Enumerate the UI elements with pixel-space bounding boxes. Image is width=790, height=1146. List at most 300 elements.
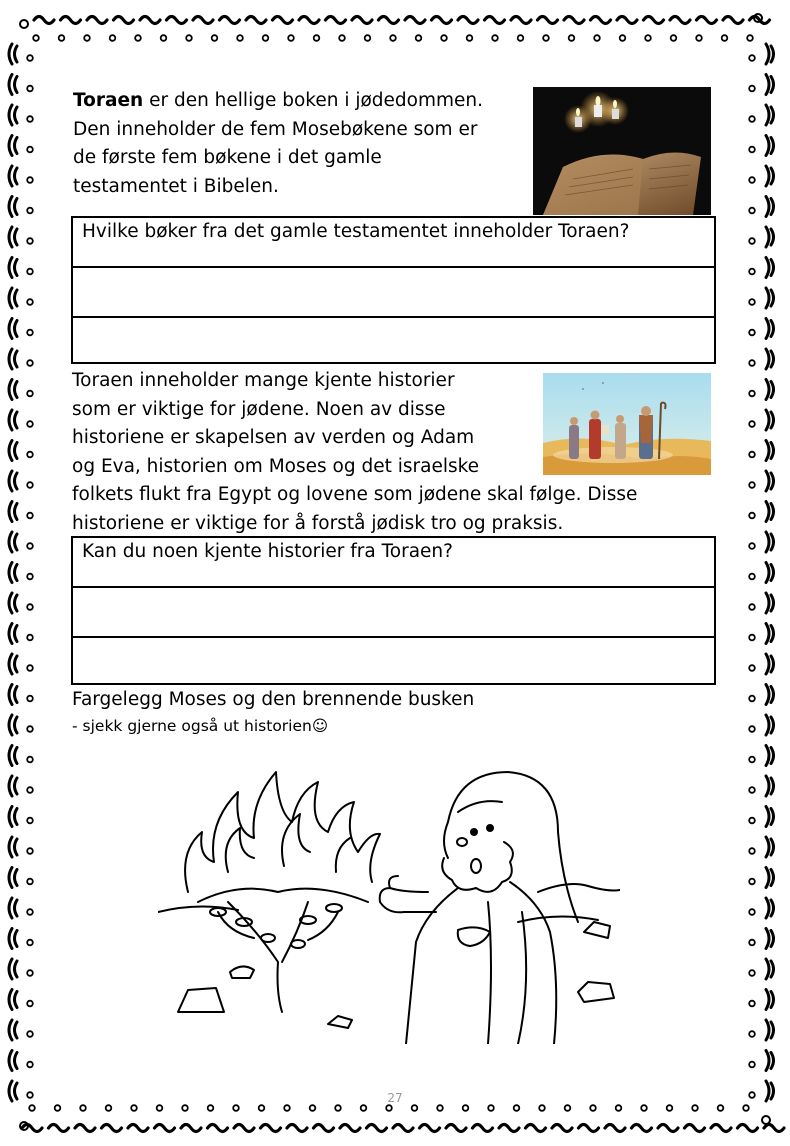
border-dot — [696, 35, 702, 41]
border-dot — [743, 1105, 749, 1111]
border-paren — [9, 471, 12, 491]
border-dot — [749, 177, 755, 183]
border-tilde — [367, 1125, 387, 1132]
border-paren — [771, 107, 774, 123]
border-dot — [692, 1105, 698, 1111]
border-paren — [771, 229, 774, 245]
border-dot — [416, 35, 422, 41]
border-paren — [771, 168, 774, 184]
border-paren — [766, 868, 769, 888]
border-dot — [749, 757, 755, 763]
border-paren — [15, 839, 18, 855]
border-dot — [27, 1062, 33, 1068]
border-dot — [749, 604, 755, 610]
intro-line-1: er den hellige boken i jødedommen. — [143, 90, 484, 111]
border-paren — [771, 748, 774, 764]
border-paren — [15, 199, 18, 215]
answer-line[interactable] — [73, 318, 714, 362]
torah-candles-photo — [533, 87, 711, 215]
border-dot — [441, 35, 447, 41]
border-paren — [771, 961, 774, 977]
exodus-illustration — [543, 373, 711, 475]
border-paren — [9, 319, 12, 339]
border-dot — [284, 1105, 290, 1111]
border-dot — [667, 1105, 673, 1111]
border-dot — [27, 909, 33, 915]
border-paren — [771, 870, 774, 886]
border-paren — [771, 534, 774, 550]
border-tilde — [617, 17, 637, 24]
border-paren — [9, 258, 12, 278]
border-dot — [749, 970, 755, 976]
border-dot — [186, 35, 192, 41]
border-tilde — [314, 1125, 334, 1132]
border-paren — [15, 412, 18, 428]
intro-bold-word: Toraen — [73, 90, 144, 111]
border-paren — [766, 898, 769, 918]
border-paren — [766, 319, 769, 339]
border-tilde — [155, 1125, 175, 1132]
border-tilde — [511, 17, 531, 24]
border-dot — [27, 269, 33, 275]
stories-line-1: Toraen inneholder mange kjente historier — [72, 370, 455, 391]
stories-line-3: historiene er skapelsen av verden og Adam — [72, 427, 475, 448]
border-paren — [15, 351, 18, 367]
border-dot — [749, 452, 755, 458]
border-paren — [15, 534, 18, 550]
border-tilde — [128, 1125, 148, 1132]
border-dot — [641, 1105, 647, 1111]
border-dot — [620, 35, 626, 41]
border-dot — [27, 208, 33, 214]
border-paren — [9, 715, 12, 735]
border-tilde — [102, 1125, 122, 1132]
border-dot — [749, 635, 755, 641]
border-dot — [335, 1105, 341, 1111]
border-tilde — [405, 17, 425, 24]
border-tilde — [340, 1125, 360, 1132]
border-dot — [27, 421, 33, 427]
border-paren — [15, 717, 18, 733]
border-dot — [55, 1105, 61, 1111]
intro-line-4: testamentet i Bibelen. — [73, 175, 279, 197]
border-paren — [15, 321, 18, 337]
border-tilde — [420, 1125, 440, 1132]
intro-paragraph — [73, 87, 523, 201]
border-dot — [27, 360, 33, 366]
border-paren — [9, 105, 12, 125]
border-paren — [766, 410, 769, 430]
border-tilde — [234, 1125, 254, 1132]
border-dot — [749, 147, 755, 153]
border-dot — [437, 1105, 443, 1111]
border-dot — [27, 513, 33, 519]
border-paren — [15, 778, 18, 794]
border-dot — [29, 1105, 35, 1111]
border-tilde — [564, 17, 584, 24]
question-1-row — [73, 218, 714, 268]
border-paren — [771, 687, 774, 703]
border-paren — [9, 44, 12, 64]
answer-line[interactable] — [73, 588, 714, 638]
border-tilde — [326, 17, 346, 24]
border-dot — [27, 848, 33, 854]
border-dot — [749, 940, 755, 946]
border-paren — [766, 166, 769, 186]
border-paren — [9, 75, 12, 95]
border-paren — [766, 990, 769, 1010]
border-tilde — [552, 1125, 572, 1132]
border-tilde — [299, 17, 319, 24]
border-tilde — [140, 17, 160, 24]
border-tilde — [538, 17, 558, 24]
border-dot — [569, 35, 575, 41]
border-dot — [749, 726, 755, 732]
border-paren — [771, 504, 774, 520]
border-dot — [749, 238, 755, 244]
stories-line-5: folkets flukt fra Egypt og lovene som jødene skal følge. Disse — [72, 484, 638, 505]
question-2-text: Kan du noen kjente historier fra Toraen? — [82, 541, 453, 562]
border-dot — [543, 35, 549, 41]
border-paren — [9, 288, 12, 308]
border-paren — [771, 595, 774, 611]
border-paren — [766, 929, 769, 949]
border-dot — [749, 696, 755, 702]
border-dot — [27, 330, 33, 336]
border-paren — [15, 290, 18, 306]
border-paren — [15, 961, 18, 977]
border-dot — [361, 1105, 367, 1111]
border-dot — [386, 1105, 392, 1111]
border-paren — [771, 290, 774, 306]
border-paren — [9, 502, 12, 522]
border-tilde — [393, 1125, 413, 1132]
border-dot — [671, 35, 677, 41]
border-paren — [9, 227, 12, 247]
border-dot — [645, 35, 651, 41]
border-tilde — [379, 17, 399, 24]
border-paren — [766, 380, 769, 400]
border-dot — [488, 1105, 494, 1111]
border-dot — [467, 35, 473, 41]
border-tilde — [764, 1125, 784, 1132]
border-paren — [9, 654, 12, 674]
border-tilde — [591, 17, 611, 24]
border-paren — [15, 656, 18, 672]
border-paren — [9, 807, 12, 827]
border-paren — [766, 197, 769, 217]
answer-line[interactable] — [73, 638, 714, 683]
border-paren — [9, 380, 12, 400]
border-dot — [749, 909, 755, 915]
border-paren — [15, 229, 18, 245]
border-paren — [15, 595, 18, 611]
border-tilde — [181, 1125, 201, 1132]
border-tilde — [75, 1125, 95, 1132]
coloring-title: Fargelegg Moses og den brennende busken — [72, 689, 475, 710]
intro-line-3: de første fem bøkene i det gamle — [73, 147, 382, 168]
border-dot — [749, 848, 755, 854]
border-tilde — [261, 1125, 281, 1132]
border-dot — [27, 147, 33, 153]
border-paren — [15, 168, 18, 184]
border-dot — [749, 1001, 755, 1007]
border-dot — [27, 177, 33, 183]
border-paren — [771, 138, 774, 154]
border-tilde — [670, 17, 690, 24]
border-dot — [463, 1105, 469, 1111]
border-paren — [9, 685, 12, 705]
border-paren — [771, 778, 774, 794]
border-paren — [771, 473, 774, 489]
border-paren — [766, 75, 769, 95]
question-1-answer-table — [71, 216, 716, 364]
border-paren — [771, 321, 774, 337]
border-tilde — [167, 17, 187, 24]
border-paren — [15, 138, 18, 154]
border-paren — [771, 412, 774, 428]
border-paren — [771, 931, 774, 947]
border-paren — [15, 870, 18, 886]
border-dot — [110, 35, 116, 41]
border-paren — [9, 532, 12, 552]
border-paren — [766, 776, 769, 796]
border-paren — [766, 807, 769, 827]
border-dot — [749, 1031, 755, 1037]
border-dot — [27, 604, 33, 610]
border-tilde — [526, 1125, 546, 1132]
border-paren — [15, 107, 18, 123]
border-tilde — [711, 1125, 731, 1132]
border-dot — [749, 665, 755, 671]
border-paren — [9, 166, 12, 186]
border-paren — [771, 565, 774, 581]
border-paren — [766, 593, 769, 613]
border-tilde — [632, 1125, 652, 1132]
border-dot — [157, 1105, 163, 1111]
border-dot — [594, 35, 600, 41]
border-paren — [9, 776, 12, 796]
border-paren — [15, 992, 18, 1008]
border-dot — [27, 299, 33, 305]
border-tilde — [246, 17, 266, 24]
border-paren — [15, 748, 18, 764]
border-dot — [749, 879, 755, 885]
border-dot — [27, 86, 33, 92]
border-tilde — [723, 17, 743, 24]
border-paren — [9, 1051, 12, 1071]
border-paren — [771, 992, 774, 1008]
border-dot — [27, 879, 33, 885]
border-paren — [771, 717, 774, 733]
border-paren — [766, 471, 769, 491]
stories-line-4: og Eva, historien om Moses og det israelske — [72, 455, 480, 477]
border-paren — [9, 563, 12, 583]
border-dot — [27, 726, 33, 732]
border-dot — [80, 1105, 86, 1111]
border-paren — [771, 382, 774, 398]
border-paren — [766, 288, 769, 308]
border-dot — [749, 482, 755, 488]
border-paren — [766, 105, 769, 125]
border-dot — [288, 35, 294, 41]
border-paren — [766, 624, 769, 644]
border-paren — [15, 77, 18, 93]
border-tilde — [579, 1125, 599, 1132]
border-dot — [161, 35, 167, 41]
border-paren — [15, 382, 18, 398]
border-paren — [771, 443, 774, 459]
border-dot — [412, 1105, 418, 1111]
border-dot — [749, 299, 755, 305]
border-paren — [15, 900, 18, 916]
border-tilde — [644, 17, 664, 24]
border-dot — [27, 116, 33, 122]
border-paren — [771, 809, 774, 825]
border-paren — [771, 199, 774, 215]
border-dot — [722, 35, 728, 41]
border-paren — [766, 563, 769, 583]
border-dot — [259, 1105, 265, 1111]
border-tilde — [352, 17, 372, 24]
border-dot — [365, 35, 371, 41]
border-dot — [749, 818, 755, 824]
border-paren — [15, 931, 18, 947]
border-dot — [27, 787, 33, 793]
border-dot — [27, 574, 33, 580]
border-paren — [9, 746, 12, 766]
border-tilde — [114, 17, 134, 24]
border-paren — [9, 837, 12, 857]
border-dot — [59, 35, 65, 41]
question-1-text: Hvilke bøker fra det gamle testamentet inneholder Toraen? — [82, 221, 630, 242]
border-dot — [27, 1001, 33, 1007]
border-paren — [771, 1022, 774, 1038]
border-paren — [15, 687, 18, 703]
border-dot — [749, 574, 755, 580]
border-dot — [749, 360, 755, 366]
border-dot — [314, 35, 320, 41]
border-tilde — [287, 1125, 307, 1132]
border-tilde — [220, 17, 240, 24]
border-dot — [749, 391, 755, 397]
border-paren — [9, 441, 12, 461]
border-tilde — [473, 1125, 493, 1132]
border-paren — [15, 46, 18, 62]
border-dot — [749, 330, 755, 336]
border-paren — [766, 227, 769, 247]
border-dot — [27, 757, 33, 763]
border-tilde — [193, 17, 213, 24]
border-paren — [766, 685, 769, 705]
border-dot — [310, 1105, 316, 1111]
border-dot — [492, 35, 498, 41]
border-paren — [766, 715, 769, 735]
border-paren — [771, 839, 774, 855]
border-dot — [747, 35, 753, 41]
border-paren — [771, 900, 774, 916]
question-2-answer-table — [71, 536, 716, 685]
border-paren — [9, 898, 12, 918]
border-tilde — [432, 17, 452, 24]
border-dot — [749, 787, 755, 793]
border-dot — [208, 1105, 214, 1111]
border-dot — [212, 35, 218, 41]
border-dot — [749, 543, 755, 549]
border-tilde — [485, 17, 505, 24]
border-dot — [33, 35, 39, 41]
border-paren — [766, 136, 769, 156]
border-dot — [27, 55, 33, 61]
border-dot — [565, 1105, 571, 1111]
border-paren — [9, 1020, 12, 1040]
border-paren — [766, 654, 769, 674]
border-dot — [27, 818, 33, 824]
border-paren — [15, 443, 18, 459]
border-paren — [9, 624, 12, 644]
border-tilde — [34, 17, 54, 24]
border-dot — [749, 116, 755, 122]
border-tilde — [446, 1125, 466, 1132]
border-paren — [15, 626, 18, 642]
border-paren — [766, 502, 769, 522]
border-paren — [771, 1053, 774, 1069]
border-dot — [749, 269, 755, 275]
border-paren — [766, 441, 769, 461]
border-paren — [766, 837, 769, 857]
border-paren — [9, 929, 12, 949]
border-dot — [131, 1105, 137, 1111]
border-tilde — [49, 1125, 69, 1132]
border-dot — [27, 696, 33, 702]
border-dot — [749, 1062, 755, 1068]
border-paren — [766, 1020, 769, 1040]
page-number: 27 — [387, 1091, 403, 1105]
border-dot — [27, 970, 33, 976]
moses-burning-bush-coloring[interactable] — [158, 762, 620, 1044]
border-paren — [766, 258, 769, 278]
border-paren — [766, 349, 769, 369]
border-dot — [749, 55, 755, 61]
border-tilde — [273, 17, 293, 24]
border-dot — [749, 513, 755, 519]
border-dot — [749, 208, 755, 214]
answer-line[interactable] — [73, 268, 714, 318]
border-paren — [766, 532, 769, 552]
border-tilde — [61, 17, 81, 24]
border-paren — [9, 197, 12, 217]
border-paren — [771, 260, 774, 276]
border-tilde — [458, 17, 478, 24]
border-paren — [15, 1053, 18, 1069]
border-dot — [135, 35, 141, 41]
border-dot — [27, 391, 33, 397]
border-tilde — [208, 1125, 228, 1132]
border-dot — [590, 1105, 596, 1111]
border-dot — [182, 1105, 188, 1111]
border-paren — [771, 626, 774, 642]
border-paren — [766, 746, 769, 766]
border-tilde — [605, 1125, 625, 1132]
border-dot — [339, 35, 345, 41]
border-tilde — [738, 1125, 758, 1132]
border-dot — [27, 635, 33, 641]
border-dot — [514, 1105, 520, 1111]
border-paren — [9, 990, 12, 1010]
border-paren — [15, 473, 18, 489]
border-paren — [15, 565, 18, 581]
border-tilde — [658, 1125, 678, 1132]
